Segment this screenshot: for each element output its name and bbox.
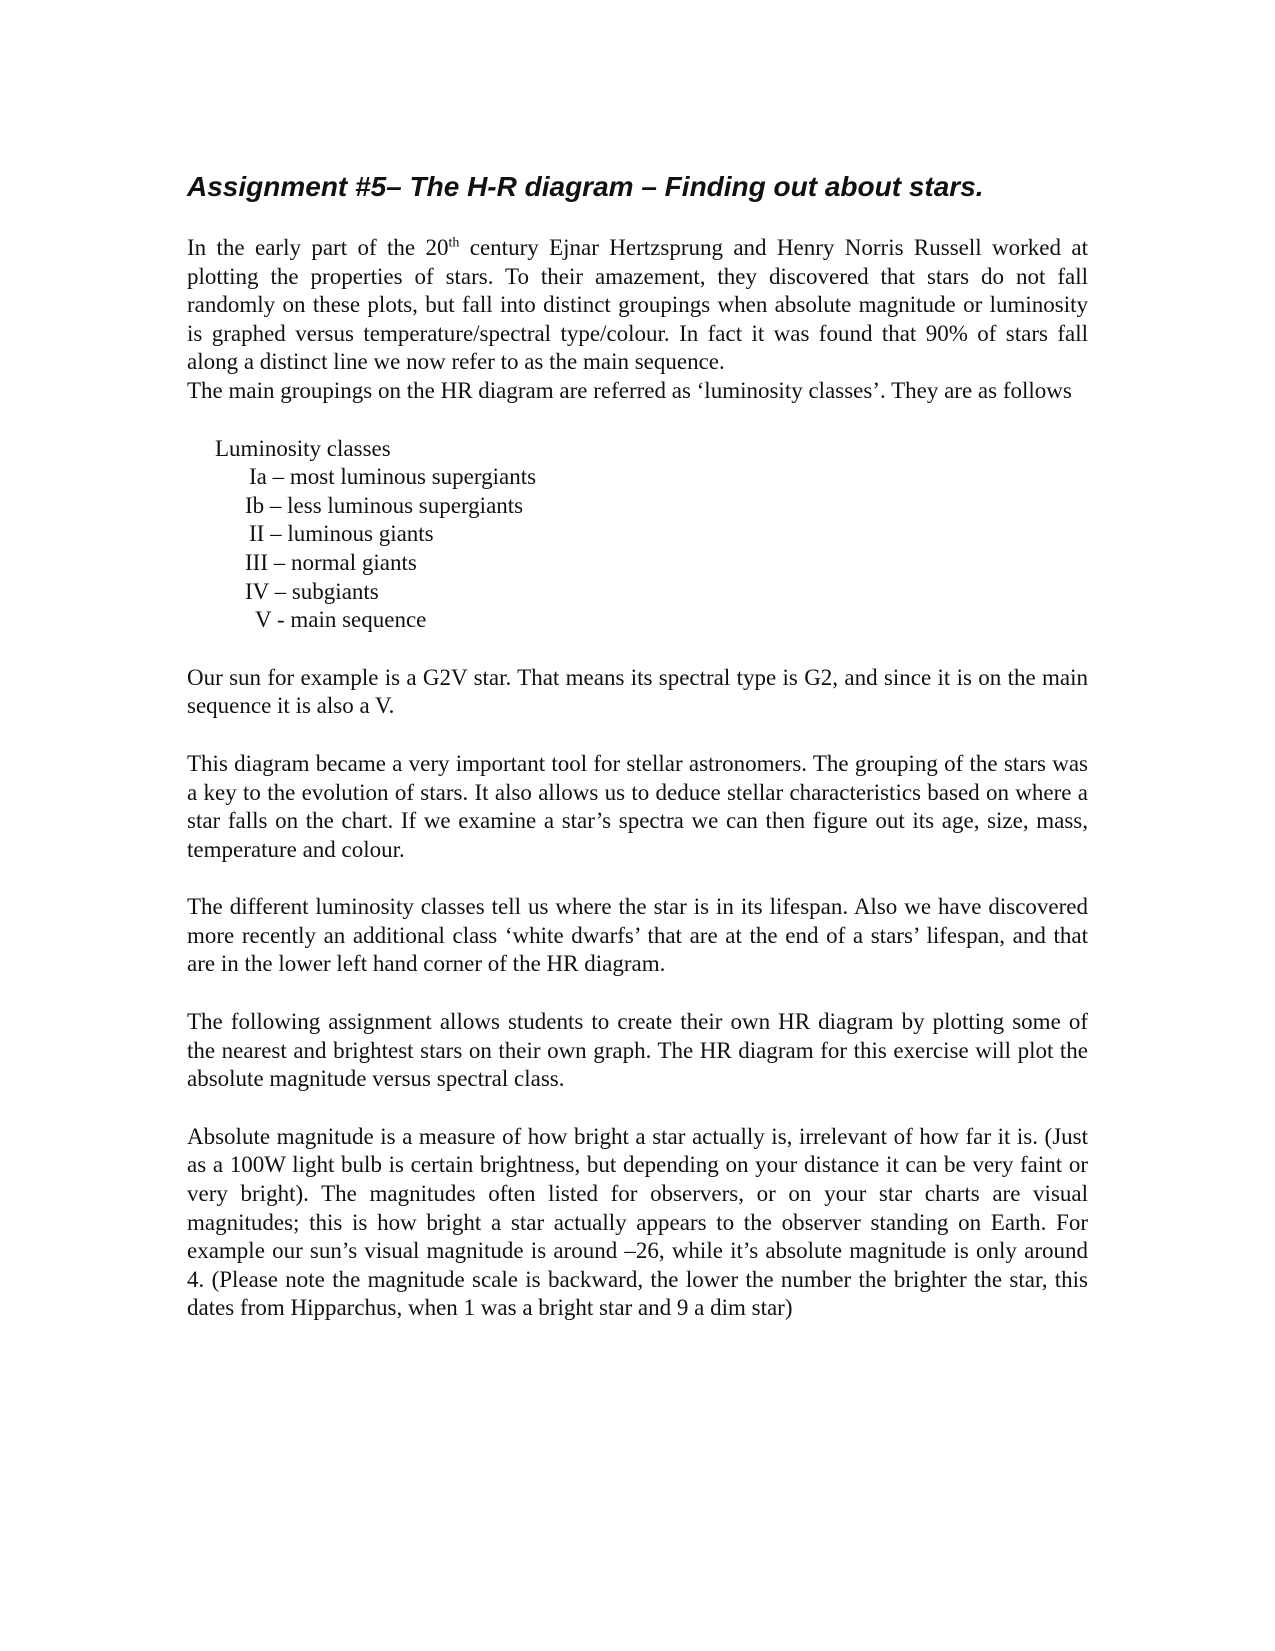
sun-example-paragraph: Our sun for example is a G2V star. That means its spectral type is G2, and since it is on the main sequence it is also a V. bbox=[187, 664, 1088, 719]
luminosity-class-item: III – normal giants bbox=[245, 549, 417, 575]
luminosity-classes-heading: Luminosity classes bbox=[215, 435, 391, 461]
absolute-magnitude-paragraph: Absolute magnitude is a measure of how bright a star actually is, irrelevant of how far it is. (Just as a 100W light bulb is certain brightness, but depending on your distance it can be very faint or very bright). The magnitudes often listed for observers, or on your star charts are visual magnitudes; this is how bright a star actually appears to the observer standing on Earth. For example our sun’s visual magnitude is around –26, while it’s absolute magnitude is only around 4. (Please note the magnitude scale is backward, the lower the number the brighter the star, this dates from Hipparchus, when 1 was a bright star and 9 a dim star) bbox=[187, 1123, 1088, 1321]
document-page bbox=[187, 170, 1088, 1323]
luminosity-class-item: IV – subgiants bbox=[245, 578, 379, 604]
intro-text-start: In the early part of the 20 bbox=[187, 235, 449, 260]
luminosity-lifespan-paragraph: The different luminosity classes tell us where the star is in its lifespan. Also we have discovered more recently an additional class ‘white dwarfs’ that are at the end of a stars’ lifespan, and that are in the lower left hand corner of the HR diagram. bbox=[187, 894, 1088, 977]
luminosity-classes-list bbox=[187, 435, 1088, 635]
assignment-description-paragraph: The following assignment allows students to create their own HR diagram by plotting some of the nearest and brightest stars on their own graph. The HR diagram for this exercise will plot the absolute magnitude versus spectral class. bbox=[187, 1009, 1088, 1092]
luminosity-class-item: II – luminous giants bbox=[249, 521, 434, 547]
diagram-importance-paragraph: This diagram became a very important tool for stellar astronomers. The grouping of the stars was a key to the evolution of stars. It also allows us to deduce stellar characteristics based on where a star falls on the chart. If we examine a star’s spectra we can then figure out its age, size, mass, temperature and colour. bbox=[187, 750, 1088, 862]
intro-superscript: th bbox=[448, 235, 460, 251]
intro-paragraph bbox=[187, 234, 1088, 377]
luminosity-class-item: V - main sequence bbox=[255, 607, 427, 633]
luminosity-class-item: Ib – less luminous supergiants bbox=[245, 492, 524, 518]
intro-text-rest: century Ejnar Hertzsprung and Henry Norris Russell worked at plotting the properties of stars. To their amazement, they discovered that stars do not fall randomly on these plots, but fall into distinct groupings when absolute magnitude or luminosity is graphed versus temperature/spectral type/colour. In fact it was found that 90% of stars fall along a distinct line we now refer to as the main sequence. bbox=[187, 235, 1088, 375]
document-title: Assignment #5– The H-R diagram – Finding out about stars. bbox=[187, 171, 984, 202]
luminosity-class-item: Ia – most luminous supergiants bbox=[249, 464, 537, 490]
luminosity-intro-paragraph: The main groupings on the HR diagram are referred as ‘luminosity classes’. They are as follows bbox=[187, 377, 1072, 403]
